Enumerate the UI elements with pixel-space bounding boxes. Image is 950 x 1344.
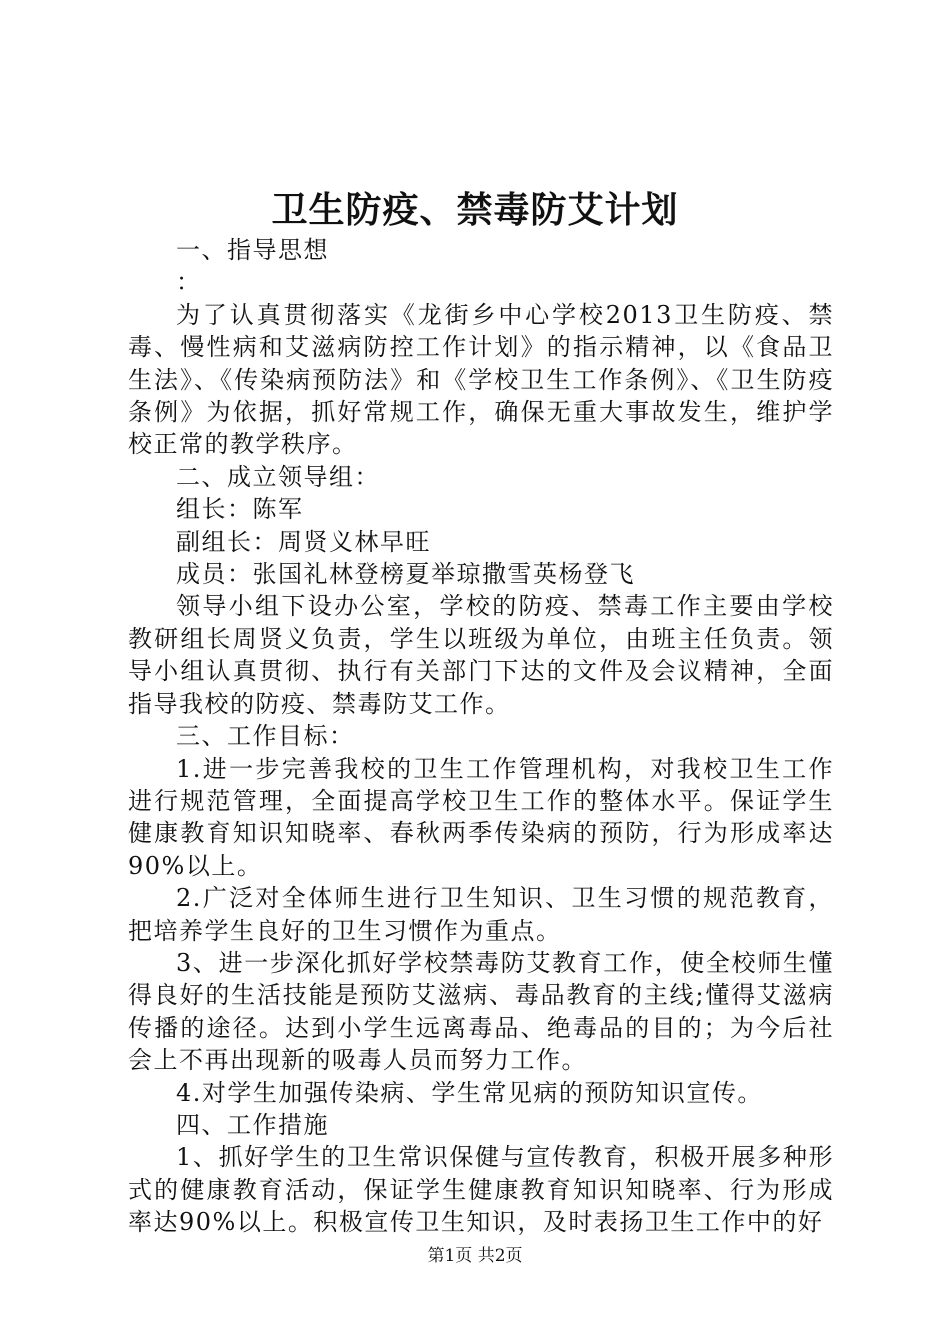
goal-item-1: 1.进一步完善我校的卫生工作管理机构，对我校卫生工作进行规范管理，全面提高学校卫生工作的整体水平。保证学生健康教育知识知晓率、春秋两季传染病的预防，行为形成率达90%以上。: [128, 754, 834, 880]
paragraph-office: 领导小组下设办公室，学校的防疫、禁毒工作主要由学校教研组长周贤义负责，学生以班级为单位，由班主任负责。领导小组认真贯彻、执行有关部门下达的文件及会议精神，全面指导我校的防疫、禁毒防艾工作。: [128, 592, 834, 718]
section-heading-work-measures: 四、工作措施: [176, 1110, 329, 1139]
goal-item-2: 2.广泛对全体师生进行卫生知识、卫生习惯的规范教育，把培养学生良好的卫生习惯作为重点。: [128, 884, 834, 945]
colon-line: ：: [176, 268, 202, 297]
deputy-leader-line: 副组长：周贤义林早旺: [176, 527, 431, 556]
goal-item-3: 3、进一步深化抓好学校禁毒防艾教育工作，使全校师生懂得良好的生活技能是预防艾滋病、毒品教育的主线;懂得艾滋病传播的途径。达到小学生远离毒品、绝毒品的目的；为今后社会上不再出现新的吸毒人员而努力工作。: [128, 948, 834, 1075]
members-line: 成员：张国礼林登榜夏举琼撒雪英杨登飞: [176, 560, 635, 589]
section-heading-work-goals: 三、工作目标：: [176, 722, 355, 751]
goal-item-4: 4.对学生加强传染病、学生常见病的预防知识宣传。: [176, 1078, 763, 1107]
page-number-footer: 第1页 共2页: [427, 1246, 523, 1266]
measure-item-1: 1、抓好学生的卫生常识保健与宣传教育，积极开展多种形式的健康教育活动，保证学生健康教育知识知晓率、行为形成率达90%以上。积极宣传卫生知识，及时表扬卫生工作中的好: [128, 1143, 834, 1237]
section-heading-guiding-ideology: 一、指导思想: [176, 236, 329, 264]
group-leader-line: 组长：陈军: [176, 495, 304, 524]
section-heading-leadership-group: 二、成立领导组：: [176, 462, 380, 491]
document-body: [128, 234, 834, 1239]
document-title: 卫生防疫、禁毒防艾计划: [271, 189, 679, 231]
paragraph-purpose: 为了认真贯彻落实《龙街乡中心学校2013卫生防疫、禁毒、慢性病和艾滋病防控工作计划》的指示精神，以《食品卫生法》、《传染病预防法》和《学校卫生工作条例》、《卫生防疫条例》为依据，抓好常规工作，确保无重大事故发生，维护学校正常的教学秩序。: [128, 300, 834, 459]
